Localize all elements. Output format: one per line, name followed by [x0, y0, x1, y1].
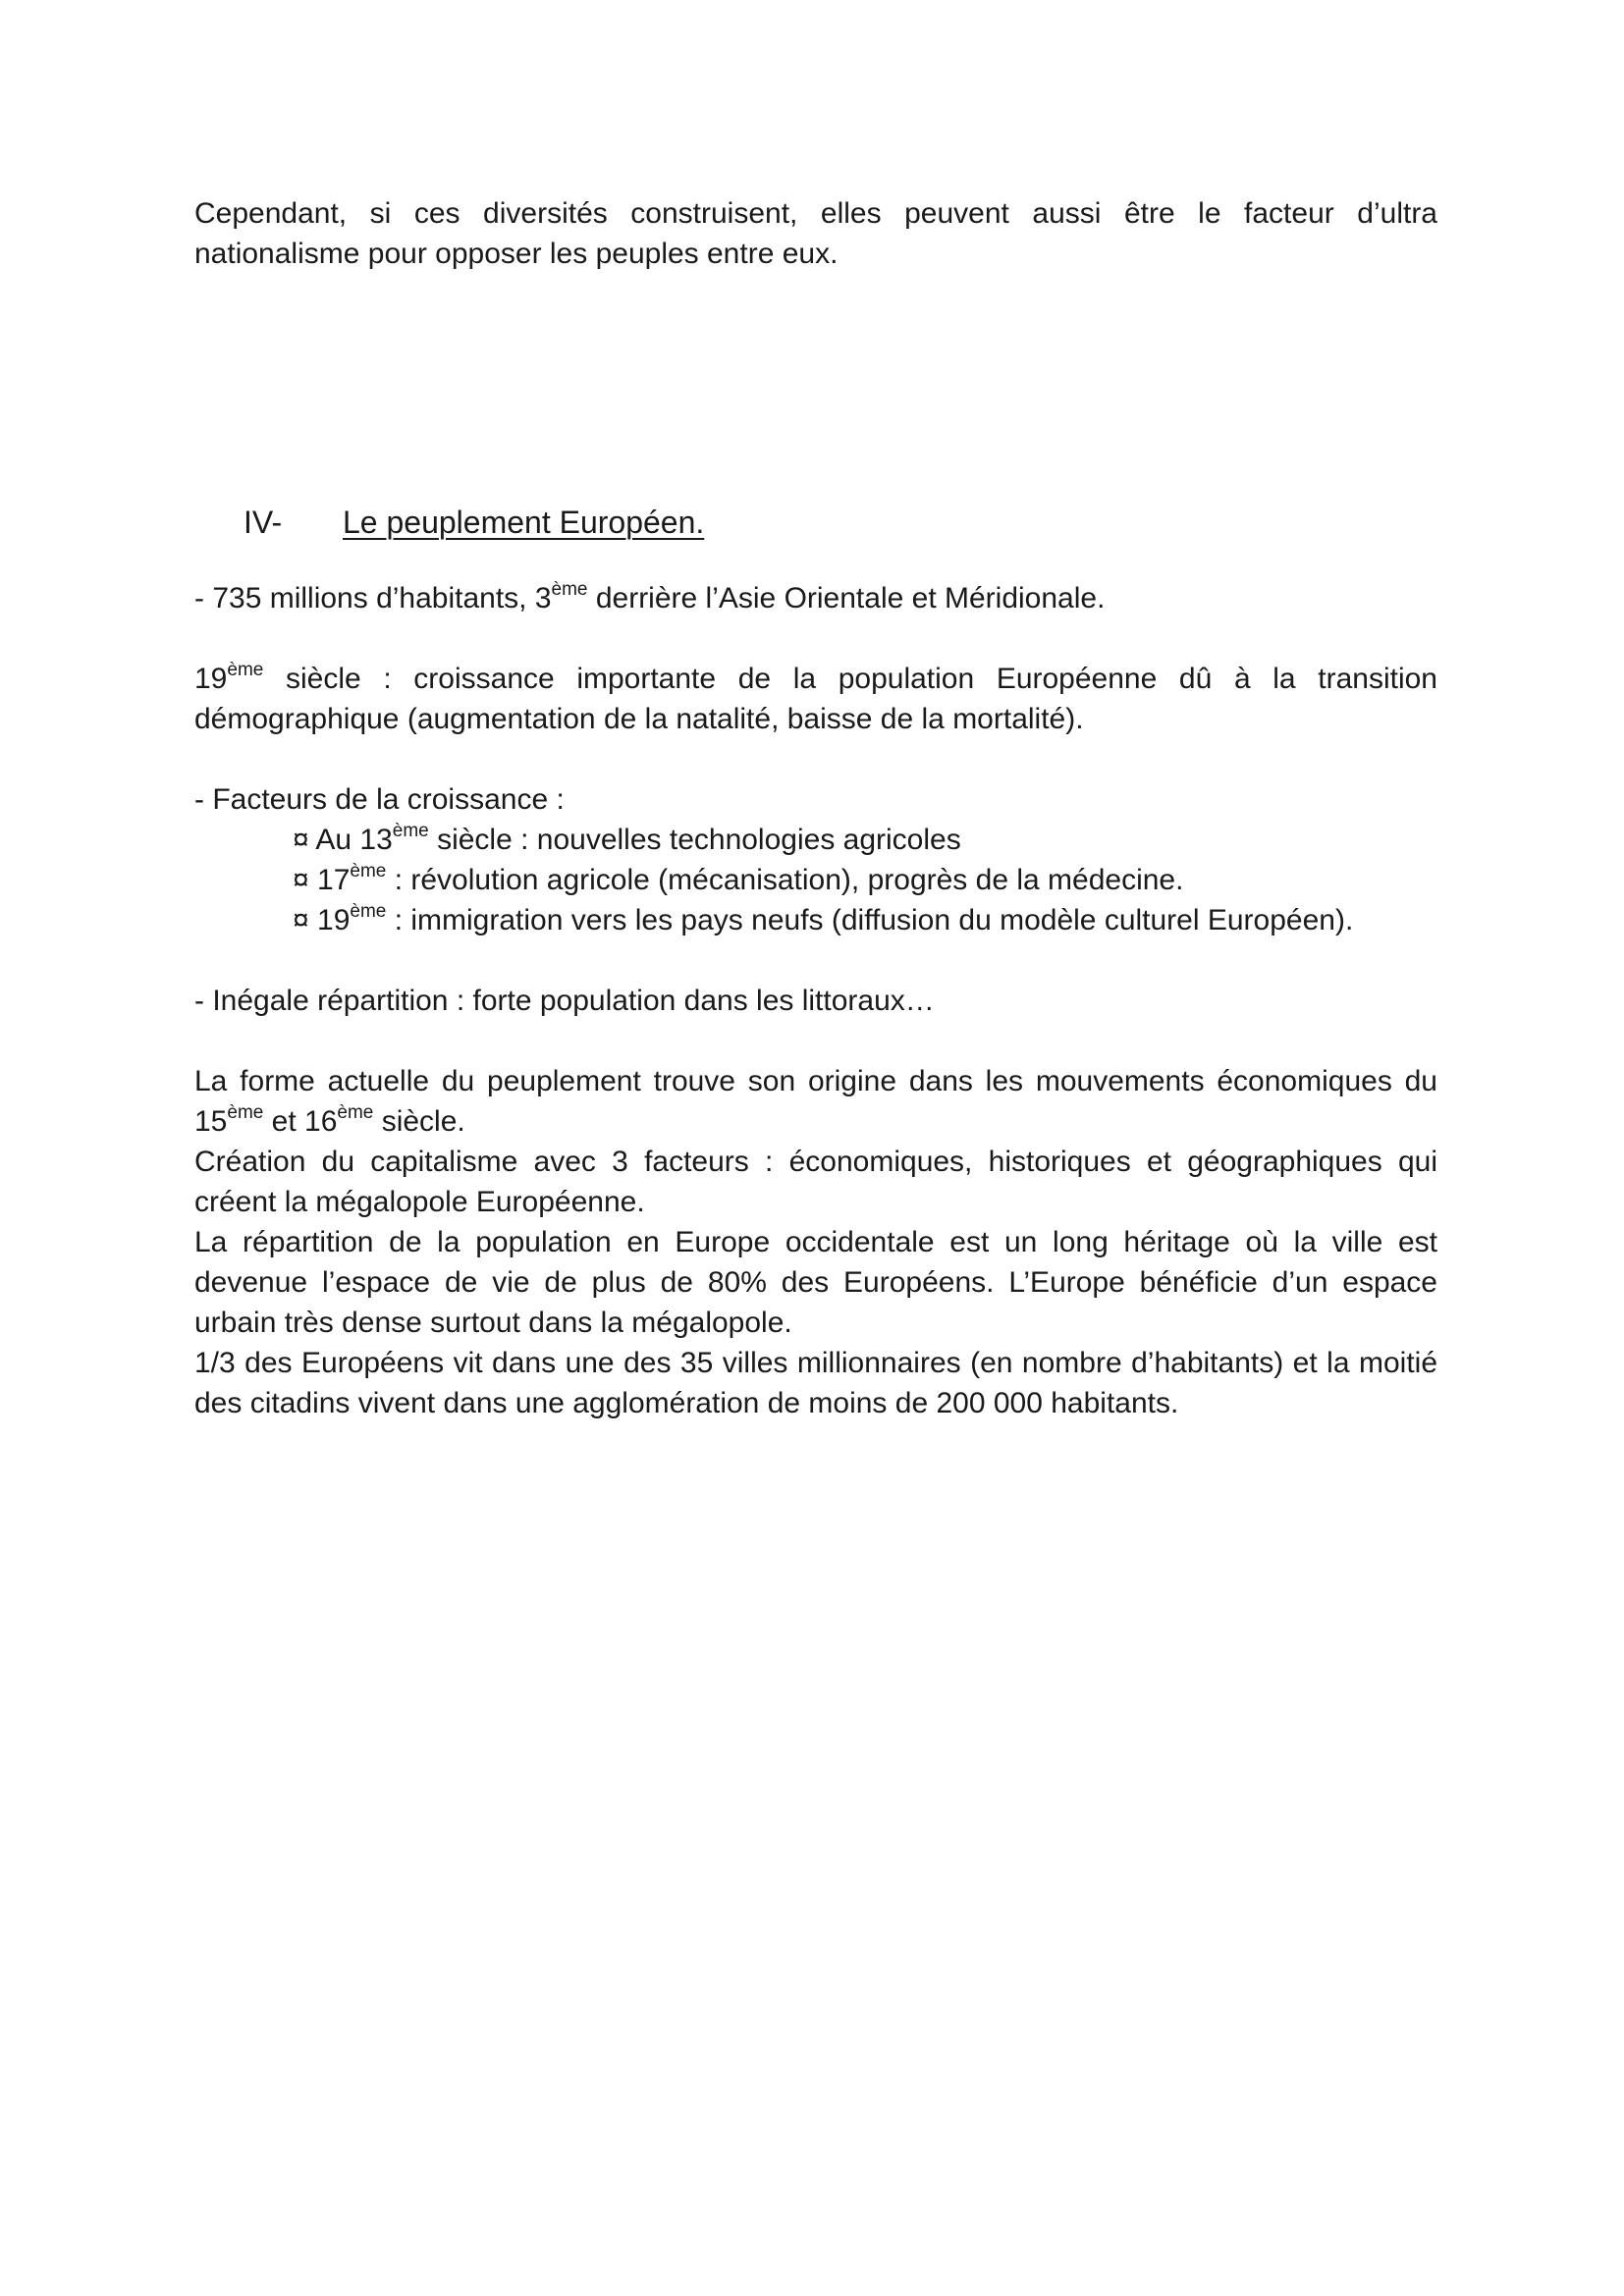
factor-item-sup: ème — [392, 821, 429, 841]
factor-item-sup: ème — [350, 861, 387, 881]
factor-item-text: ¤ 19 — [293, 904, 351, 936]
factor-item-sup: ème — [350, 901, 387, 922]
population-line — [194, 578, 1105, 618]
factor-item — [293, 820, 961, 860]
urban-paragraph: La répartition de la population en Europe occidentale est un long héritage où la ville est devenue l’espace de vie de plus de 80% des Européens. L’Europe bénéficie d’un espace urbain très dense surtout dans la mégalopole. — [194, 1226, 1437, 1339]
origin-number: 15 — [194, 1105, 228, 1138]
growth-number: 19 — [194, 663, 228, 695]
origin-text: La forme actuelle du peuplement trouve son origine dans les mouvements économiques du — [194, 1065, 1437, 1097]
origin-end: siècle. — [373, 1105, 465, 1138]
origin-sup: ème — [337, 1102, 374, 1123]
factor-item-text-end: : révolution agricole (mécanisation), progrès de la médecine. — [386, 864, 1184, 896]
section-title: Le peuplement Européen. — [343, 505, 705, 540]
factor-item-text: ¤ 17 — [293, 864, 351, 896]
factors-heading: - Facteurs de la croissance : — [194, 783, 565, 816]
population-sup: ème — [551, 579, 588, 600]
intro-paragraph: Cependant, si ces diversités construisent, elles peuvent aussi être le facteur d’ultra nationalisme pour opposer les peuples entre eux. — [194, 197, 1437, 270]
growth-paragraph — [194, 659, 1437, 739]
population-text-end: derrière l’Asie Orientale et Méridionale. — [587, 582, 1106, 614]
factor-item — [293, 860, 1183, 900]
factor-item-text: ¤ Au 13 — [293, 824, 393, 856]
section-number: IV- — [244, 505, 283, 540]
capitalism-paragraph: Création du capitalisme avec 3 facteurs : économiques, historiques et géographiques qui créent la mégalopole Européenne. — [194, 1146, 1437, 1218]
population-text: - 735 millions d’habitants, 3 — [194, 582, 552, 614]
origin-paragraph — [194, 1061, 1437, 1142]
factor-item-text-end: siècle : nouvelles technologies agricoles — [428, 824, 961, 856]
distribution-line: - Inégale répartition : forte population dans les littoraux… — [194, 985, 935, 1017]
origin-mid: et 16 — [263, 1105, 338, 1138]
origin-sup: ème — [227, 1102, 264, 1123]
factor-item-text-end: : immigration vers les pays neufs (diffusion du modèle culturel Européen). — [386, 904, 1354, 936]
factor-item — [293, 900, 1353, 940]
cities-paragraph: 1/3 des Européens vit dans une des 35 villes millionnaires (en nombre d’habitants) et la moitié des citadins vivent dans une agglomération de moins de 200 000 habitants. — [194, 1347, 1437, 1419]
growth-text: siècle : croissance importante de la population Européenne dû à la transition démographique (augmentation de la natalité, baisse de la mortalité). — [194, 663, 1437, 735]
growth-sup: ème — [227, 660, 264, 680]
